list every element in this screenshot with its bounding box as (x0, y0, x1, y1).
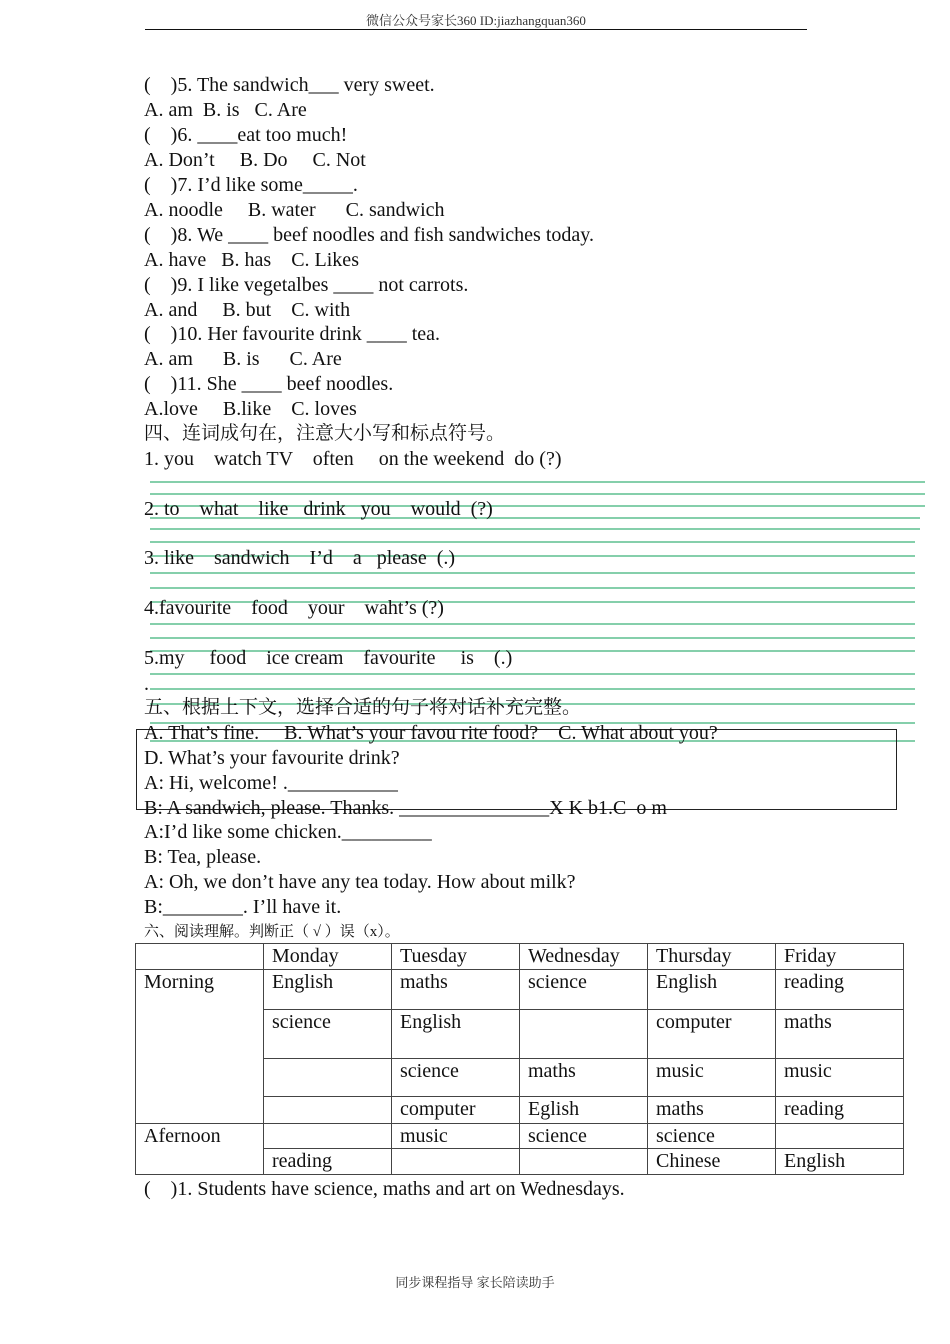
section-6-title: 六、阅读理解。判断正（ √ ）误（x）。 (144, 924, 400, 940)
table-cell (392, 1149, 520, 1175)
schedule-table (135, 943, 904, 1175)
table-header-cell: Friday (776, 944, 904, 970)
table-header-cell: Monday (264, 944, 392, 970)
section-4-item-3: 3. like sandwich I’d a please (.) (144, 547, 456, 569)
section-4-item-1: 1. you watch TV often on the weekend do (?) (144, 448, 562, 470)
section-4-title: 四、连词成句在，注意大小写和标点符号。 (144, 423, 506, 444)
question-8-stem: ( )8. We ____ beef noodles and fish sandwiches today. (144, 224, 594, 246)
question-5-stem: ( )5. The sandwich___ very sweet. (144, 74, 435, 96)
table-cell: maths (392, 970, 520, 1010)
dialog-line-4: B: Tea, please. (144, 846, 262, 868)
table-cell: English (392, 1010, 520, 1059)
table-header-cell: Wednesday (520, 944, 648, 970)
table-cell: English (264, 970, 392, 1010)
question-11-options: A.love B.like C. loves (144, 398, 357, 420)
table-cell: reading (776, 1097, 904, 1124)
question-10-stem: ( )10. Her favourite drink ____ tea. (144, 323, 441, 345)
question-6-options: A. Don’t B. Do C. Not (144, 149, 366, 171)
morning-label: Morning (136, 970, 264, 1124)
table-cell: music (648, 1059, 776, 1097)
table-cell (776, 1124, 904, 1149)
question-7-stem: ( )7. I’d like some_____. (144, 174, 358, 196)
question-5-options: A. am B. is C. Are (144, 99, 307, 121)
table-row (136, 970, 904, 1010)
table-cell: maths (776, 1010, 904, 1059)
table-cell: computer (392, 1097, 520, 1124)
table-cell: science (520, 970, 648, 1010)
question-9-stem: ( )9. I like vegetalbes ____ not carrots. (144, 274, 469, 296)
page-header: 微信公众号家长360 ID:jiazhangquan360 (366, 13, 586, 28)
section-5-title: 五、根据上下文，选择合适的句子将对话补充完整。 (144, 697, 582, 718)
question-8-options: A. have B. has C. Likes (144, 249, 359, 271)
table-cell (264, 1097, 392, 1124)
dialog-line-6: B:________. I’ll have it. (144, 896, 342, 918)
question-6-stem: ( )6. ____eat too much! (144, 124, 348, 146)
table-cell: music (776, 1059, 904, 1097)
header-rule (145, 29, 807, 30)
question-9-options: A. and B. but C. with (144, 299, 351, 321)
table-cell (520, 1149, 648, 1175)
table-header-cell: Thursday (648, 944, 776, 970)
section-6-question-1: ( )1. Students have science, maths and art on Wednesdays. (144, 1178, 625, 1200)
table-cell: science (264, 1010, 392, 1059)
dialog-line-2: B: A sandwich, please. Thanks. _______________X K b1.C o m (144, 797, 667, 819)
table-cell (264, 1059, 392, 1097)
table-cell: reading (776, 970, 904, 1010)
section-4-item-2: 2. to what like drink you would (?) (144, 498, 493, 520)
section-5-choices-2: D. What’s your favourite drink? (144, 747, 400, 769)
table-cell (264, 1124, 392, 1149)
table-cell: Chinese (648, 1149, 776, 1175)
table-cell: science (392, 1059, 520, 1097)
table-cell (520, 1010, 648, 1059)
dialog-line-1: A: Hi, welcome! .___________ (144, 772, 398, 794)
question-7-options: A. noodle B. water C. sandwich (144, 199, 445, 221)
table-cell: maths (520, 1059, 648, 1097)
page-footer: 同步课程指导 家长陪读助手 (395, 1275, 555, 1290)
table-cell: English (776, 1149, 904, 1175)
section-4-item-5: 5.my food ice cream favourite is (.) (144, 647, 513, 669)
section-4-item-4: 4.favourite food your waht’s (?) (144, 597, 444, 619)
table-cell: science (648, 1124, 776, 1149)
table-header-cell: Tuesday (392, 944, 520, 970)
table-cell: Eglish (520, 1097, 648, 1124)
dialog-line-3: A:I’d like some chicken._________ (144, 821, 432, 843)
table-cell: computer (648, 1010, 776, 1059)
table-cell: music (392, 1124, 520, 1149)
afternoon-label: Afernoon (136, 1124, 264, 1175)
table-header-row (136, 944, 904, 970)
section-4-dot: . (144, 673, 149, 695)
table-header-cell (136, 944, 264, 970)
table-cell: English (648, 970, 776, 1010)
question-11-stem: ( )11. She ____ beef noodles. (144, 373, 394, 395)
table-row (136, 1124, 904, 1149)
table-cell: reading (264, 1149, 392, 1175)
section-5-choices-1: A. That’s fine. B. What’s your favou rite food? C. What about you? (144, 722, 718, 744)
table-cell: science (520, 1124, 648, 1149)
table-cell: maths (648, 1097, 776, 1124)
dialog-line-5: A: Oh, we don’t have any tea today. How about milk? (144, 871, 576, 893)
question-10-options: A. am B. is C. Are (144, 348, 342, 370)
